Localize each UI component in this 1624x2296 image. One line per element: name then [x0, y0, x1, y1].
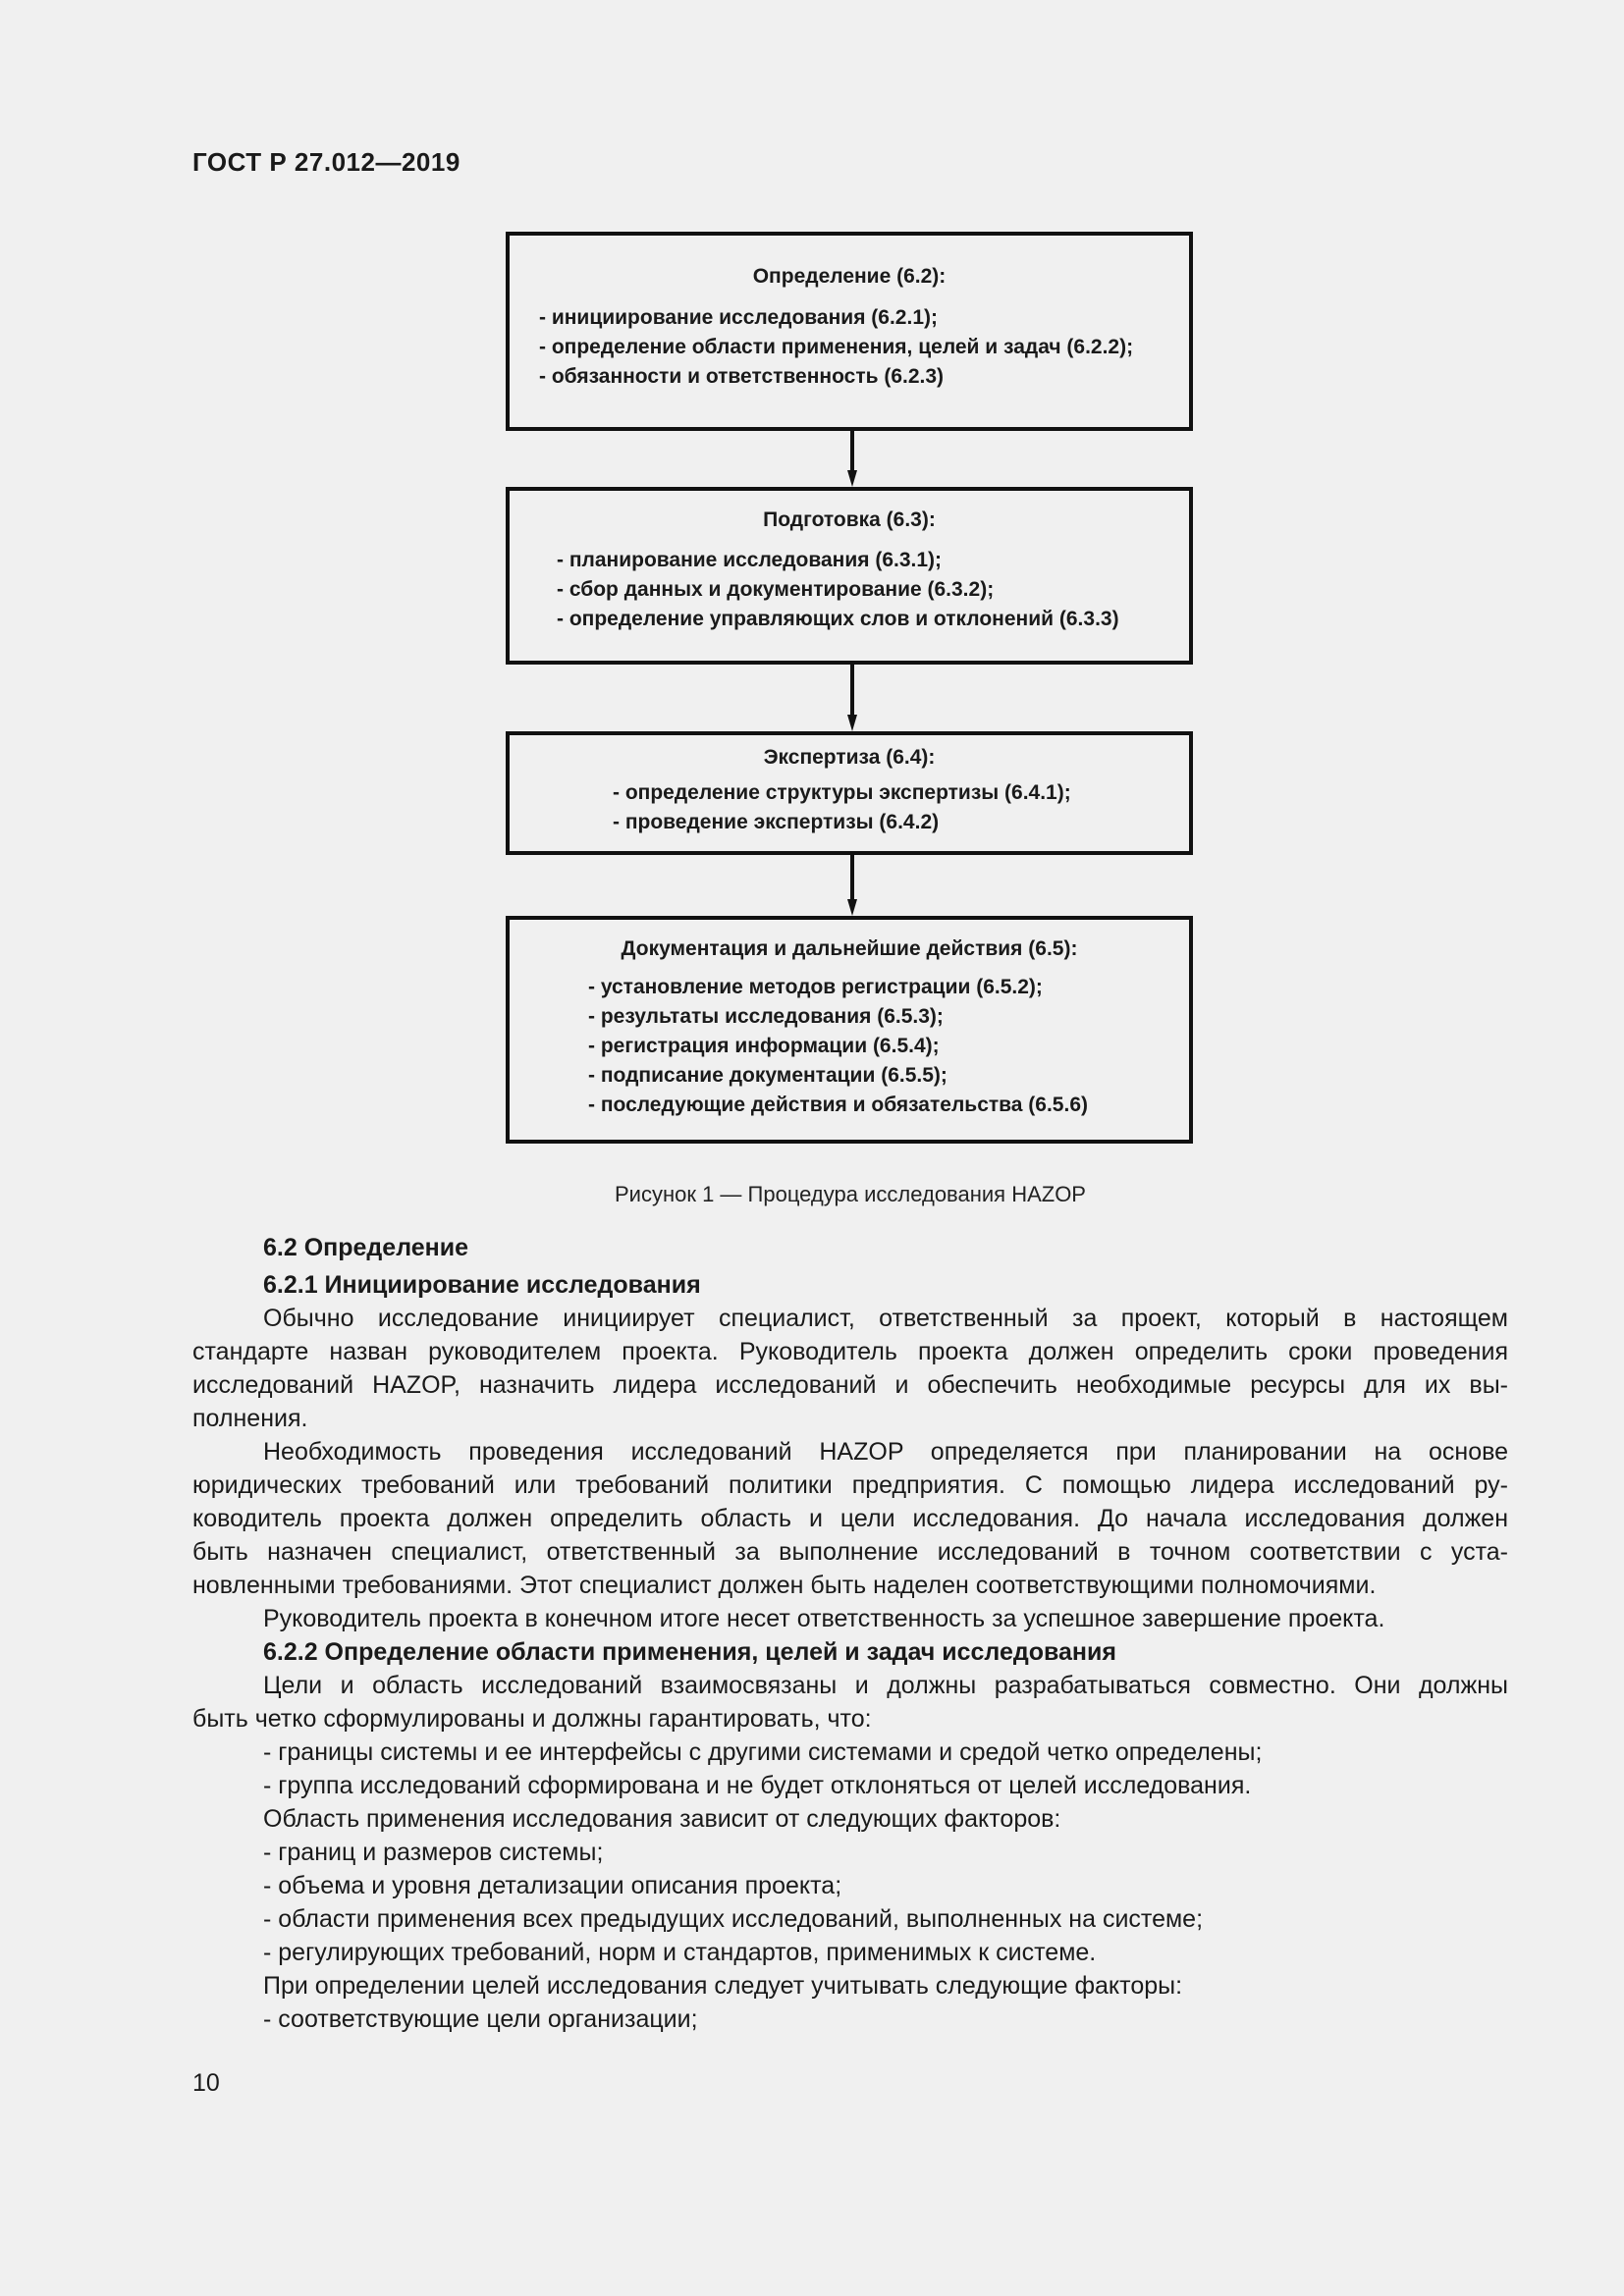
figure-caption: Рисунок 1 — Процедура исследования HAZOP	[615, 1182, 1086, 1206]
paragraph-line: быть четко сформулированы и должны гарантировать, что:	[192, 1705, 872, 1733]
flow-arrow	[847, 855, 857, 916]
paragraph-line: Необходимость проведения исследований HAZOP определяется при планировании на основе	[263, 1438, 1508, 1466]
subsection-heading: 6.2.1 Инициирование исследования	[263, 1271, 701, 1299]
box-item: - подписание документации (6.5.5);	[588, 1064, 947, 1087]
document-header: ГОСТ Р 27.012—2019	[192, 147, 460, 177]
flow-arrow	[847, 431, 857, 487]
subsection-heading: 6.2.2 Определение области применения, целей и задач исследования	[263, 1638, 1116, 1666]
page-number: 10	[192, 2069, 220, 2097]
flowchart-box-documentation	[506, 916, 1193, 1144]
box-item: - проведение экспертизы (6.4.2)	[613, 811, 940, 833]
list-item: - области применения всех предыдущих исследований, выполненных на системе;	[263, 1905, 1204, 1933]
list-item: - соответствующие цели организации;	[263, 2005, 698, 2033]
paragraph-line: быть назначен специалист, ответственный за выполнение исследований в точном соответствии с уста-	[192, 1538, 1508, 1566]
paragraph-line: стандарте назван руководителем проекта. Руководитель проекта должен определить сроки проведения	[192, 1338, 1508, 1365]
box-item: - сбор данных и документирование (6.3.2);	[557, 578, 995, 601]
list-item: - объема и уровня детализации описания проекта;	[263, 1872, 842, 1899]
box-title: Подготовка (6.3):	[763, 508, 936, 531]
paragraph-line: полнения.	[192, 1405, 308, 1432]
flowchart-box-examination	[506, 731, 1193, 855]
box-items	[510, 546, 1189, 634]
section-heading: 6.2 Определение	[263, 1234, 469, 1261]
box-item: - определение управляющих слов и отклонений (6.3.3)	[557, 608, 1119, 630]
list-item: - регулирующих требований, норм и стандартов, применимых к системе.	[263, 1939, 1097, 1966]
box-item: - определение структуры экспертизы (6.4.1);	[613, 781, 1071, 804]
paragraph-line: исследований HAZOP, назначить лидера исследований и обеспечить необходимые ресурсы для их вы-	[192, 1371, 1508, 1399]
flowchart-box-preparation	[506, 487, 1193, 665]
paragraph-line: При определении целей исследования следует учитывать следующие факторы:	[263, 1972, 1183, 2000]
flowchart-box-definition	[506, 232, 1193, 431]
box-item: - результаты исследования (6.5.3);	[588, 1005, 944, 1028]
list-item: - группа исследований сформирована и не будет отклоняться от целей исследования.	[263, 1772, 1252, 1799]
box-item: - установление методов регистрации (6.5.2);	[588, 976, 1043, 998]
box-title: Документация и дальнейшие действия (6.5):	[621, 937, 1078, 960]
paragraph-line: Область применения исследования зависит от следующих факторов:	[263, 1805, 1061, 1833]
box-item: - обязанности и ответственность (6.2.3)	[539, 365, 945, 388]
paragraph-line: Руководитель проекта в конечном итоге несет ответственность за успешное завершение проекта.	[263, 1605, 1385, 1632]
box-items	[510, 973, 1189, 1120]
paragraph-line: ководитель проекта должен определить область и цели исследования. До начала исследования должен	[192, 1505, 1508, 1532]
box-item: - определение области применения, целей и задач (6.2.2);	[539, 336, 1134, 358]
list-item: - границы системы и ее интерфейсы с другими системами и средой четко определены;	[263, 1738, 1263, 1766]
box-item: - последующие действия и обязательства (6.5.6)	[588, 1094, 1088, 1116]
paragraph-line: новленными требованиями. Этот специалист должен быть наделен соответствующими полномочиями.	[192, 1572, 1377, 1599]
box-item: - регистрация информации (6.5.4);	[588, 1035, 940, 1057]
box-item: - планирование исследования (6.3.1);	[557, 549, 943, 571]
box-items	[510, 303, 1189, 392]
list-item: - границ и размеров системы;	[263, 1839, 604, 1866]
box-item: - инициирование исследования (6.2.1);	[539, 306, 938, 329]
paragraph-line: юридических требований или требований политики предприятия. С помощью лидера исследований ру-	[192, 1471, 1508, 1499]
box-items	[510, 778, 1189, 837]
flow-arrow	[847, 665, 857, 731]
box-title: Экспертиза (6.4):	[763, 746, 936, 769]
body-text	[192, 1231, 1508, 2036]
box-title: Определение (6.2):	[752, 265, 947, 288]
paragraph-line: Обычно исследование инициирует специалист, ответственный за проект, который в настоящем	[263, 1305, 1508, 1332]
paragraph-line: Цели и область исследований взаимосвязаны и должны разрабатываться совместно. Они должны	[263, 1672, 1508, 1699]
